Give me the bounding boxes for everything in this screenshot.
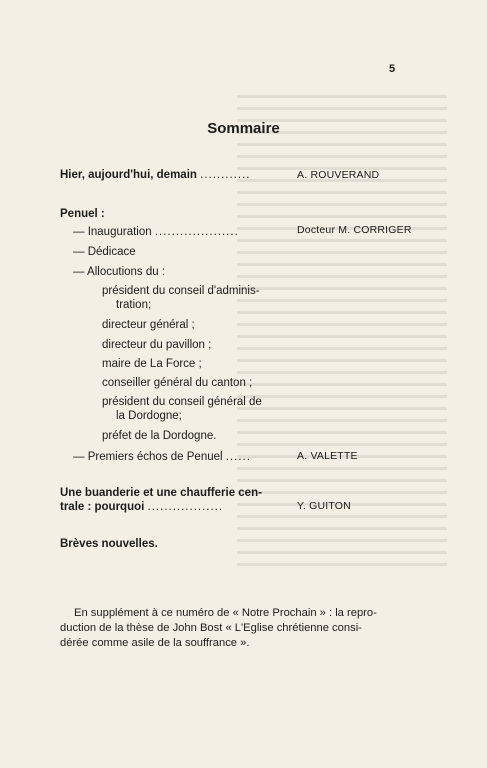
allocution-item: la Dordogne; xyxy=(116,410,182,422)
page-title: Sommaire xyxy=(207,120,280,137)
entry-allocutions: — Allocutions du : xyxy=(73,266,166,278)
entry-inauguration-author: Docteur M. CORRIGER xyxy=(297,224,412,236)
entry-echos-label: — Premiers échos de Penuel ...... xyxy=(73,451,251,463)
supplement-note: En supplément à ce numéro de « Notre Prochain » : la repro- duction de la thèse de John Bost « L'Eglise chrétienne consi- dérée comme asile de la souffrance ». xyxy=(60,607,377,649)
entry-dedicace: — Dédicace xyxy=(73,246,136,258)
allocution-item: maire de La Force ; xyxy=(102,358,202,370)
allocution-item: directeur du pavillon ; xyxy=(102,339,212,351)
allocution-item: tration; xyxy=(116,299,152,311)
allocution-item: président du conseil d'adminis- xyxy=(102,285,260,297)
entry-buanderie-line2: trale : pourquoi .................. xyxy=(60,501,224,513)
allocution-item: préfet de la Dordogne. xyxy=(102,430,217,442)
entry-breves: Brèves nouvelles. xyxy=(60,538,158,550)
entry-hier-label: Hier, aujourd'hui, demain ............ xyxy=(60,169,251,181)
page-number: 5 xyxy=(389,63,396,75)
entry-buanderie-line1: Une buanderie et une chaufferie cen- xyxy=(60,487,262,499)
section-penuel-heading: Penuel : xyxy=(60,208,105,220)
allocution-item: conseiller général du canton ; xyxy=(102,377,253,389)
entry-hier-author: A. ROUVERAND xyxy=(297,169,380,181)
entry-echos-author: A. VALETTE xyxy=(297,450,358,462)
entry-buanderie-author: Y. GUITON xyxy=(297,500,351,512)
allocution-item: directeur général ; xyxy=(102,319,195,331)
entry-inauguration-label: — Inauguration .................... xyxy=(73,226,239,238)
allocution-item: président du conseil général de xyxy=(102,396,262,408)
